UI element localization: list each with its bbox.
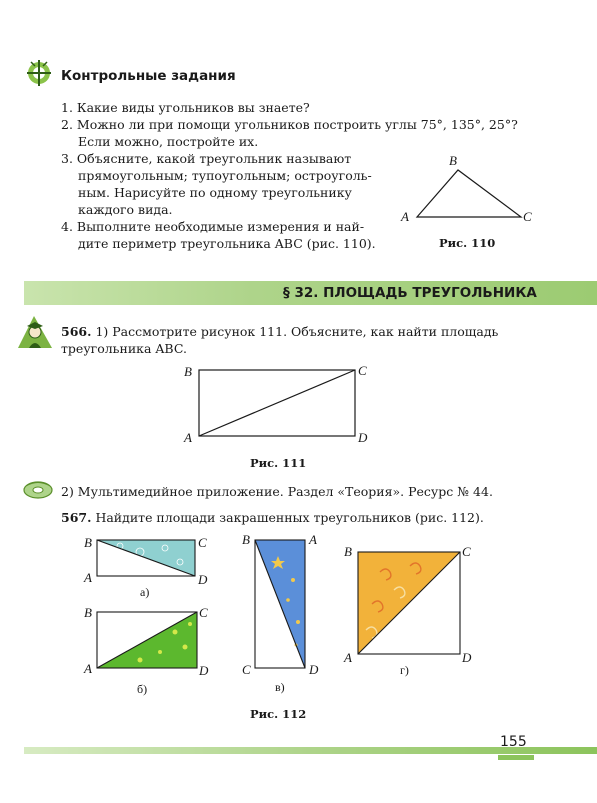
vertex-b-label: B (344, 544, 352, 559)
problem-number: 567. (61, 510, 92, 525)
problem-566 (61, 323, 498, 340)
task-2-line-2: Если можно, постройте их. (78, 134, 259, 149)
vertex-d-label: D (198, 572, 208, 587)
figure-111 (180, 362, 380, 452)
vertex-c-label: C (462, 544, 471, 559)
vertex-a-label: A (401, 209, 409, 224)
task-1 (61, 99, 310, 116)
scholar-icon (16, 312, 54, 350)
task-3-line-4: каждого вида. (78, 202, 173, 217)
vertex-b-label: B (242, 532, 250, 547)
section-title: § 32. ПЛОЩАДЬ ТРЕУГОЛЬНИКА (283, 285, 537, 301)
disc-icon (22, 480, 54, 500)
figure-label-g: г) (400, 663, 409, 677)
problem-text: Найдите площади закрашенных треугольников (рис. 112). (95, 510, 484, 525)
task-3 (61, 150, 351, 167)
task-2 (61, 116, 518, 133)
task-4-line-2: дите периметр треугольника ABC (рис. 110). (78, 236, 376, 251)
task-number: 2. (61, 117, 73, 132)
task-3-line-2: прямоугольным; тупоугольным; остроуголь- (78, 168, 372, 183)
vertex-a-label: A (84, 570, 92, 585)
problem-567 (61, 509, 484, 526)
task-number: 1. (61, 100, 73, 115)
vertex-a-label: A (309, 532, 317, 547)
task-3-line-3: ным. Нарисуйте по одному треугольнику (78, 185, 352, 200)
problem-566-line-2: треугольника ABC. (61, 341, 187, 356)
vertex-c-label: C (198, 535, 207, 550)
figure-112-g (342, 540, 482, 680)
task-text: Какие виды угольников вы знаете? (76, 100, 310, 115)
vertex-b-label: B (184, 364, 192, 379)
vertex-c-label: C (523, 209, 532, 224)
multimedia-text: 2) Мультимедийное приложение. Раздел «Теория». Ресурс № 44. (61, 484, 493, 499)
figure-label-a: а) (140, 585, 150, 599)
vertex-c-label: C (358, 363, 367, 378)
vertex-d-label: D (358, 430, 368, 445)
task-text: Объясните, какой треугольник называют (76, 151, 352, 166)
vertex-a-label: A (344, 650, 352, 665)
control-heading: Контрольные задания (61, 68, 236, 84)
figure-110 (395, 150, 545, 250)
problem-text: 1) Рассмотрите рисунок 111. Объясните, как найти площадь (95, 324, 499, 339)
figure-112-a (80, 530, 220, 600)
task-number: 4. (61, 219, 73, 234)
vertex-b-label: B (449, 153, 457, 168)
vertex-d-label: D (199, 663, 209, 678)
figure-112-caption: Рис. 112 (250, 707, 307, 721)
figure-112-b (80, 602, 220, 697)
task-4 (61, 218, 364, 235)
vertex-d-label: D (462, 650, 472, 665)
vertex-c-label: C (242, 662, 251, 677)
footer-bar-accent (498, 755, 534, 760)
vertex-b-label: B (84, 605, 92, 620)
figure-label-b: б) (137, 682, 148, 696)
figure-112-v (238, 530, 328, 695)
figure-110-caption: Рис. 110 (439, 236, 496, 250)
figure-111-caption: Рис. 111 (250, 456, 307, 470)
control-icon (24, 57, 54, 87)
figure-label-v: в) (275, 680, 285, 694)
vertex-b-label: B (84, 535, 92, 550)
task-text: Выполните необходимые измерения и най- (76, 219, 365, 234)
vertex-a-label: A (184, 430, 192, 445)
problem-number: 566. (61, 324, 92, 339)
triangle-abc (417, 170, 521, 217)
task-text: Можно ли при помощи угольников построить углы 75°, 135°, 25°? (76, 117, 518, 132)
vertex-c-label: C (199, 605, 208, 620)
task-number: 3. (61, 151, 73, 166)
vertex-a-label: A (84, 661, 92, 676)
page-number: 155 (500, 734, 527, 750)
vertex-d-label: D (309, 662, 319, 677)
diagonal-ac (199, 370, 355, 436)
